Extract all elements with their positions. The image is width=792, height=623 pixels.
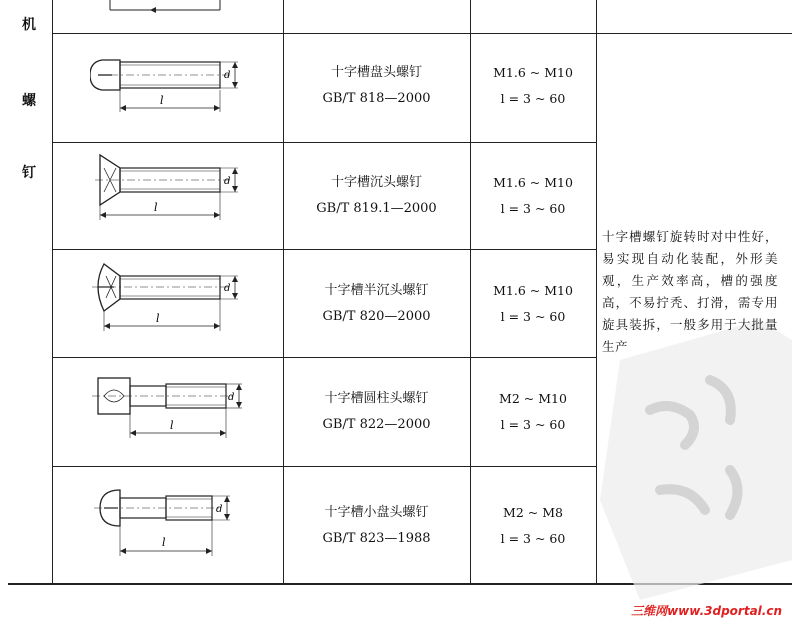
screw-name-cell (283, 500, 470, 552)
screw-name: 十字槽圆柱头螺钉 (324, 391, 429, 406)
dim-label-l: l (162, 536, 166, 549)
screw-standard: GB/T 823—1988 (322, 531, 431, 546)
description-note: 十字槽螺钉旋转时对中性好，易实现自动化装配，外形美观，生产效率高，槽的强度高，不易拧秃、打滑，需专用旋具装拆，一般多用于大批量生产 (602, 229, 778, 354)
table-border-left (52, 0, 53, 583)
category-char: 螺 (22, 93, 36, 109)
category-char: 钉 (22, 165, 36, 181)
spec-cell (470, 170, 596, 222)
dim-label-l: l (154, 201, 158, 214)
dim-label-d: d (216, 504, 223, 515)
screw-name: 十字槽半沉头螺钉 (324, 283, 429, 298)
countersunk-screw-drawing (90, 150, 250, 240)
raised-countersunk-screw-drawing (90, 256, 250, 351)
screw-name: 十字槽盘头螺钉 (330, 65, 422, 80)
screw-standard: GB/T 818—2000 (322, 91, 431, 106)
screw-name-cell (283, 278, 470, 330)
dim-label-d: d (228, 392, 235, 403)
length-range: l = 3 ~ 60 (500, 531, 566, 546)
row-separator (52, 142, 596, 143)
screw-name: 十字槽小盘头螺钉 (324, 505, 429, 520)
size-range: M2 ~ M10 (499, 391, 567, 406)
row-separator (52, 33, 792, 34)
dim-label-d: d (224, 70, 231, 81)
pan-head-screw-drawing (90, 40, 250, 135)
screw-name-cell (283, 60, 470, 112)
screw-standard: GB/T 820—2000 (322, 309, 431, 324)
row-separator (52, 249, 596, 250)
dim-label-d: d (224, 176, 231, 187)
size-range: M1.6 ~ M10 (493, 283, 573, 298)
screw-name-cell (283, 170, 470, 222)
row-separator (52, 466, 596, 467)
length-range: l = 3 ~ 60 (500, 309, 566, 324)
site-watermark: 三维网www.3dportal.cn (631, 604, 782, 618)
length-range: l = 3 ~ 60 (500, 417, 566, 432)
size-range: M1.6 ~ M10 (493, 65, 573, 80)
screw-name-cell (283, 386, 470, 438)
screw-drawing-partial (90, 0, 270, 30)
row-separator (52, 357, 596, 358)
cheese-head-screw-drawing (90, 364, 250, 459)
size-range: M1.6 ~ M10 (493, 175, 573, 190)
small-pan-head-screw-drawing (90, 476, 250, 571)
size-range: M2 ~ M8 (503, 505, 563, 520)
dim-label-d: d (224, 283, 231, 294)
screw-name: 十字槽沉头螺钉 (330, 175, 422, 190)
dim-label-l: l (170, 419, 174, 432)
spec-cell (470, 60, 596, 112)
screw-standard: GB/T 819.1—2000 (316, 201, 437, 216)
length-range: l = 3 ~ 60 (500, 91, 566, 106)
length-range: l = 3 ~ 60 (500, 201, 566, 216)
dim-label-l: l (160, 94, 164, 107)
screw-standard: GB/T 822—2000 (322, 417, 431, 432)
dim-label-l: l (156, 312, 160, 325)
category-char: 机 (22, 17, 36, 33)
